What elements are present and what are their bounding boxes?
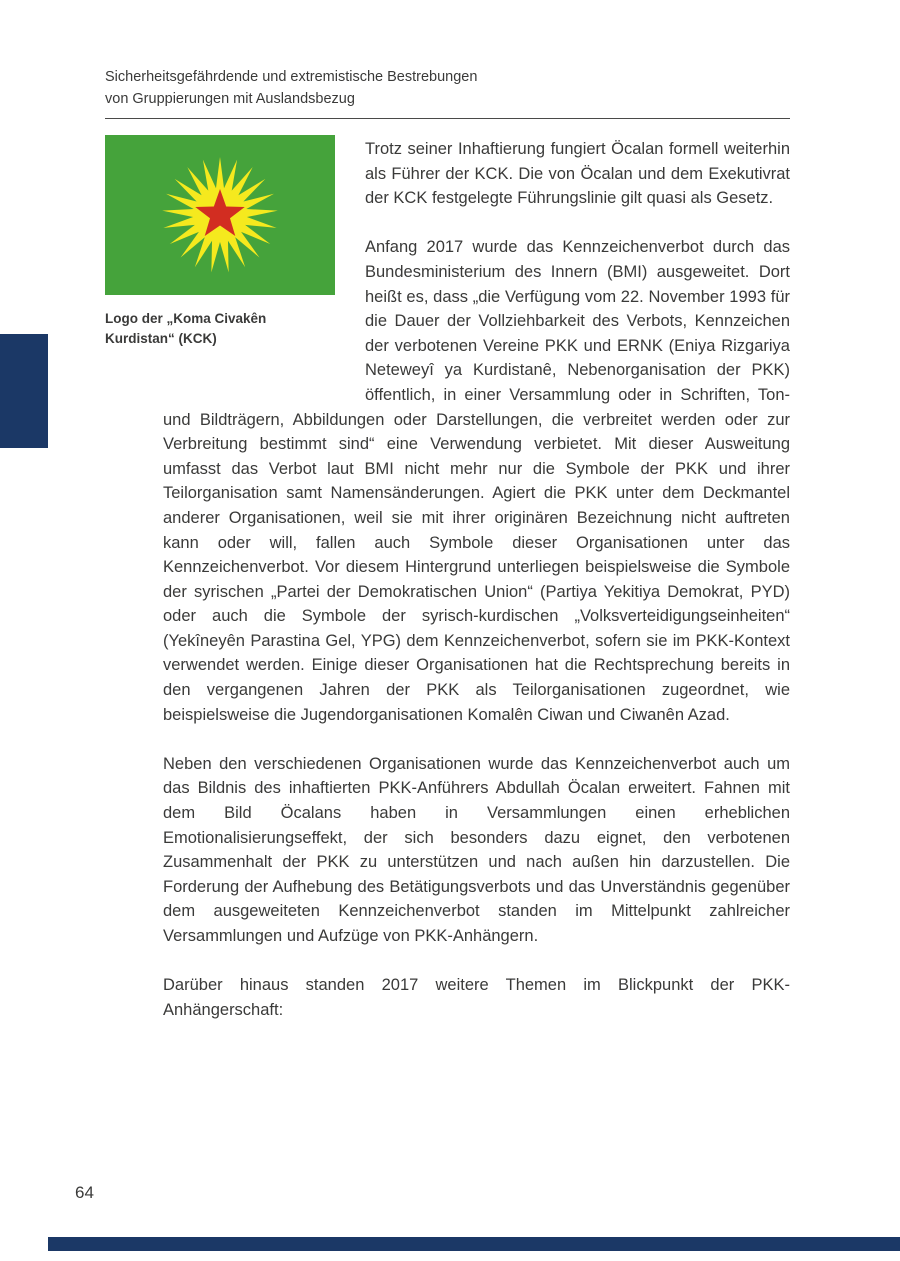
kck-flag-image [105, 135, 335, 295]
paragraph-1: Trotz seiner Inhaftierung fungiert Öcalan formell weiterhin als Führer der KCK. Die von Öcalan und dem Exekutivrat der KCK festgelegte Führungslinie gilt quasi als Gesetz. [365, 140, 790, 208]
footer-bar [48, 1237, 900, 1251]
header-line-1: Sicherheitsgefährdende und extremistische Bestrebungen [105, 69, 478, 85]
paragraph-4: Darüber hinaus standen 2017 weitere Themen im Blickpunkt der PKK-Anhängerschaft: [163, 976, 790, 1019]
body-text [105, 137, 790, 1022]
paragraph-2: Anfang 2017 wurde das Kennzeichenverbot durch das Bundesministerium des Innern (BMI) ausgeweitet. Dort heißt es, dass „die Verfügung vom 22. November 1993 für die Dauer der Vollziehbarkeit des Verbots, Kennzeichen der verbotenen Vereine PKK und ERNK (Eniya Rizgariya Neteweyî ya Kurdistanê, Nebenorganisation der PKK) öffentlich, in einer Versammlung oder in Schriften, Ton- und Bildträgern, Abbildungen oder Darstellungen, die verbreitet werden oder zur Verbreitung bestimmt sind“ eine Verwendung verbietet. Mit dieser Ausweitung umfasst das Verbot laut BMI nicht mehr nur die Symbole der PKK und ihrer Teilorganisation samt Namensänderungen. Agiert die PKK unter dem Deckmantel anderer Organisationen, weil sie mit ihrer originären Bezeichnung nicht auftreten kann oder will, fallen auch Symbole dieser Organisationen unter das Kennzeichenverbot. Vor diesem Hintergrund unterliegen beispielsweise die Symbole der syrischen „Partei der Demokratischen Union“ (Partiya Yekitiya Demokrat, PYD) oder auch die Symbole der syrisch-kurdischen „Volksverteidigungseinheiten“ (Yekîneyên Parastina Gel, YPG) dem Kennzeichenverbot, sofern sie im PKK-Kontext verwendet werden. Einige dieser Organisationen hat die Rechtsprechung bereits in den vergangenen Jahren der PKK als Teilorganisationen zugeordnet, wie beispielsweise die Jugendorganisationen Komalên Ciwan und Ciwanên Azad. [163, 238, 790, 724]
header-line-2: von Gruppierungen mit Auslandsbezug [105, 91, 355, 108]
page-header [105, 66, 790, 119]
kck-flag-svg [105, 135, 335, 295]
page-number: 64 [75, 1183, 94, 1202]
image-caption: Logo der „Koma Civakên Kurdistan“ (KCK) [105, 311, 267, 346]
kck-logo-figure [105, 135, 365, 348]
chapter-side-tab [0, 334, 48, 448]
paragraph-3: Neben den verschiedenen Organisationen wurde das Kennzeichenverbot auch um das Bildnis des inhaftierten PKK-Anführers Abdullah Öcalan erweitert. Fahnen mit dem Bild Öcalans haben in Versammlungen einen erheblichen Emotionalisierungseffekt, der sich besonders dazu eignet, den verbotenen Zusammenhalt der PKK zu unterstützen und nach außen hin darzustellen. Die Forderung der Aufhebung des Betätigungsverbots und das Unverständnis gegenüber dem ausgeweiteten Kennzeichenverbot standen im Mittelpunkt zahlreicher Versammlungen und Aufzüge von PKK-Anhängern. [163, 754, 790, 945]
